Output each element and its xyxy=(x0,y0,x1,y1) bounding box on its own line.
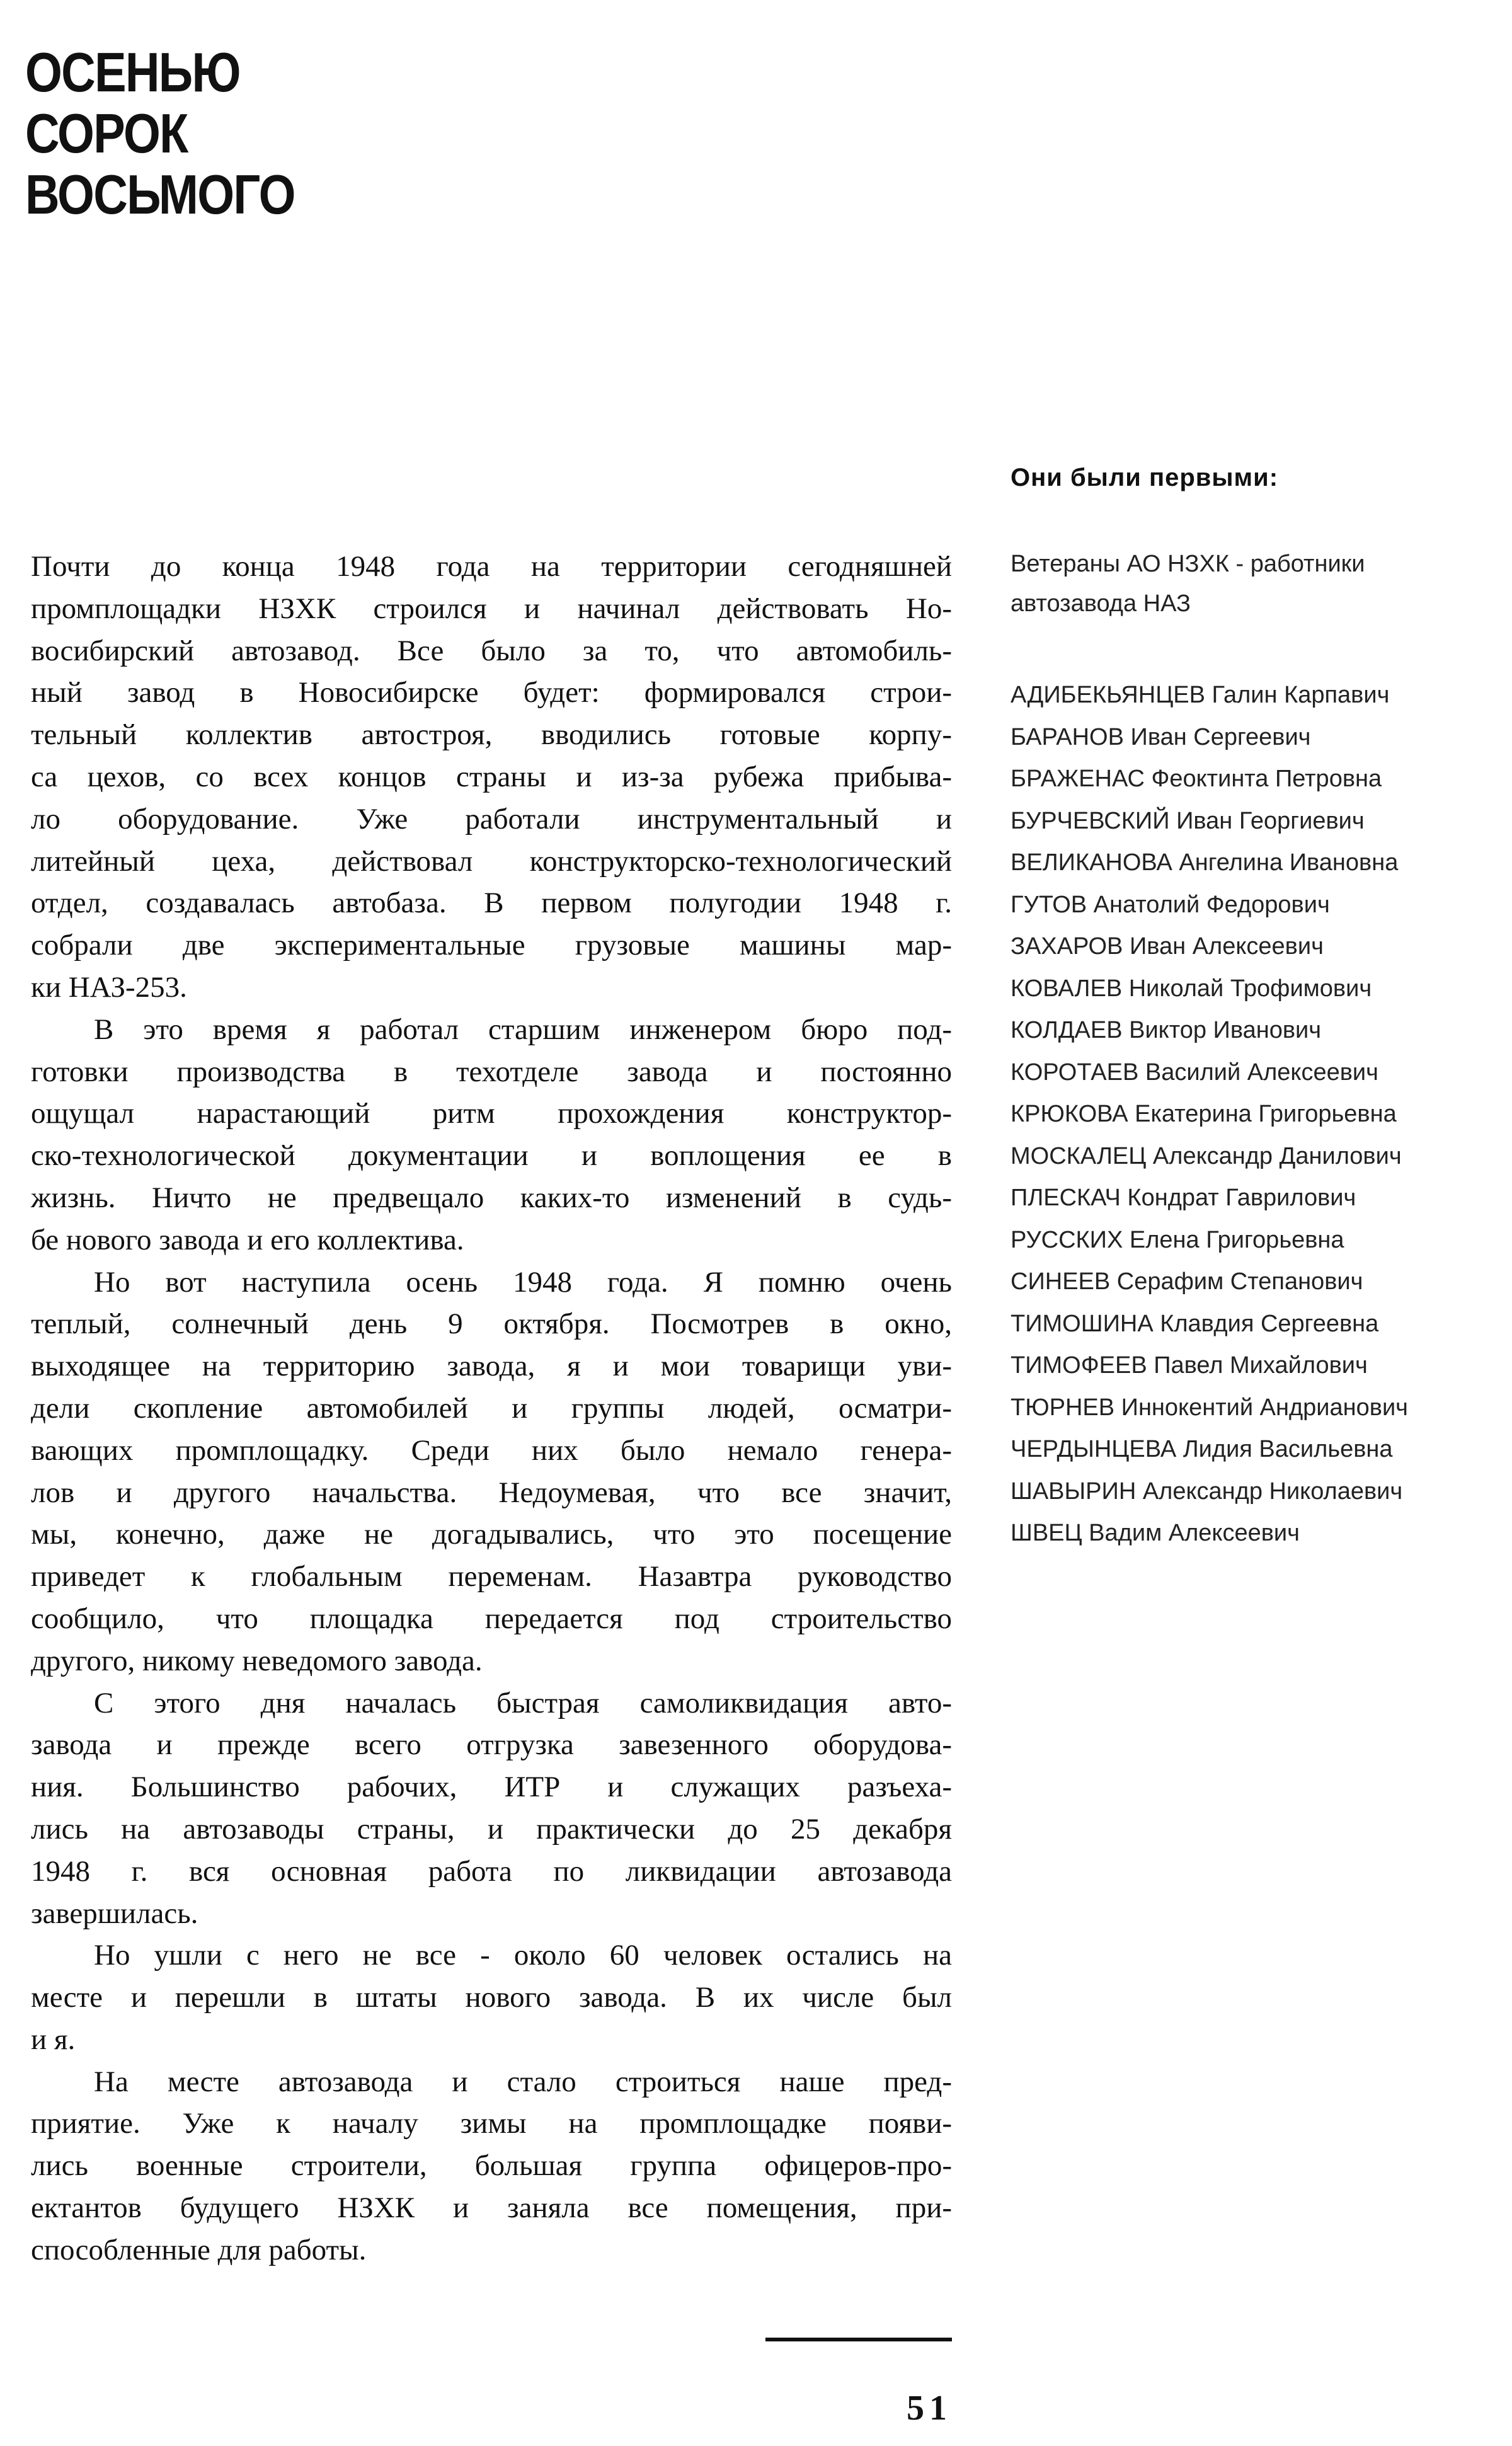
paragraph xyxy=(31,546,952,1009)
veteran-name: ШВЕЦ Вадим Алексеевич xyxy=(1011,1520,1300,1546)
text-line: ско-технологической документации и воплощения ее в xyxy=(31,1139,952,1173)
text-line: отдел, создавалась автобаза. В первом полугодии 1948 г. xyxy=(31,887,952,920)
text-line: са цехов, со всех концов страны и из-за рубежа прибыва- xyxy=(31,760,952,793)
text-line: завода и прежде всего отгрузка завезенного оборудова- xyxy=(31,1728,952,1762)
veteran-name: КРЮКОВА Екатерина Григорьевна xyxy=(1011,1101,1397,1127)
article-title xyxy=(25,42,295,225)
text-line: На месте автозавода и стало строиться наше пред- xyxy=(94,2065,952,2098)
text-line: ектантов будущего НЗХК и заняла все помещения, при- xyxy=(31,2191,952,2225)
text-line: В это время я работал старшим инженером бюро под- xyxy=(94,1013,952,1046)
text-line: лись на автозаводы страны, и практически до 25 декабря xyxy=(31,1812,952,1846)
article-body xyxy=(31,546,952,2271)
text-line: ки НАЗ-253. xyxy=(31,970,187,1004)
text-line: ния. Большинство рабочих, ИТР и служащих разъеха- xyxy=(31,1771,952,1804)
paragraph xyxy=(31,1261,952,1682)
text-line: восибирский автозавод. Все было за то, что автомобиль- xyxy=(31,634,952,667)
veteran-name: ГУТОВ Анатолий Федорович xyxy=(1011,891,1330,918)
paragraph xyxy=(31,2061,952,2271)
veterans-list xyxy=(1011,674,1489,1554)
text-line: и я. xyxy=(31,2023,76,2056)
text-line: бе нового завода и его коллектива. xyxy=(31,1223,464,1256)
text-line: готовки производства в техотделе завода и постоянно xyxy=(31,1055,952,1088)
veteran-name: АДИБЕКЬЯНЦЕВ Галин Карпавич xyxy=(1011,682,1390,708)
text-line: Почти до конца 1948 года на территории сегодняшней xyxy=(31,550,952,583)
page-number: 51 xyxy=(907,2389,952,2428)
text-line: лись военные строители, большая группа офицеров-про- xyxy=(31,2149,952,2183)
text-line: способленные для работы. xyxy=(31,2233,367,2266)
text-line: жизнь. Ничто не предвещало каких-то изменений в судь- xyxy=(31,1181,952,1214)
text-line: сообщило, что площадка передается под строительство xyxy=(31,1602,952,1635)
title-line: СОРОК xyxy=(25,102,188,164)
veteran-name: МОСКАЛЕЦ Александр Данилович xyxy=(1011,1142,1402,1169)
veteran-name: КОВАЛЕВ Николай Трофимович xyxy=(1011,975,1372,1002)
veteran-name: ЗАХАРОВ Иван Алексеевич xyxy=(1011,933,1324,960)
text-line: промплощадки НЗХК строился и начинал действовать Но- xyxy=(31,592,952,625)
text-line: выходящее на территорию завода, я и мои товарищи уви- xyxy=(31,1350,952,1383)
subtitle-line: Ветераны АО НЗХК - работники xyxy=(1011,551,1365,577)
veteran-name: РУССКИХ Елена Григорьевна xyxy=(1011,1226,1344,1253)
text-line: собрали две экспериментальные грузовые машины мар- xyxy=(31,929,952,962)
text-line: ощущал нарастающий ритм прохождения конструктор- xyxy=(31,1097,952,1130)
text-line: мы, конечно, даже не догадывались, что это посещение xyxy=(31,1518,952,1551)
text-line: завершилась. xyxy=(31,1897,198,1930)
text-line: теплый, солнечный день 9 октября. Посмотрев в окно, xyxy=(31,1307,952,1341)
text-line: С этого дня началась быстрая самоликвидация авто- xyxy=(94,1686,952,1720)
text-line: 1948 г. вся основная работа по ликвидации автозавода xyxy=(31,1854,952,1888)
veteran-name: ВЕЛИКАНОВА Ангелина Ивановна xyxy=(1011,849,1399,876)
text-line: тельный коллектив автостроя, вводились готовые корпу- xyxy=(31,718,952,752)
paragraph xyxy=(31,1009,952,1261)
veteran-name: ШАВЫРИН Александр Николаевич xyxy=(1011,1478,1403,1505)
text-line: Но вот наступила осень 1948 года. Я помню очень xyxy=(94,1265,952,1299)
text-line: дели скопление автомобилей и группы людей, осматри- xyxy=(31,1391,952,1425)
text-line: лов и другого начальства. Недоумевая, что все значит, xyxy=(31,1476,952,1509)
text-line: приведет к глобальным переменам. Назавтра руководство xyxy=(31,1560,952,1593)
veteran-name: БАРАНОВ Иван Сергеевич xyxy=(1011,723,1311,750)
veteran-name: БРАЖЕНАС Феоктинта Петровна xyxy=(1011,766,1382,792)
veterans-sidebar xyxy=(1011,460,1489,1554)
veteran-name: ТИМОШИНА Клавдия Сергеевна xyxy=(1011,1310,1379,1337)
veteran-name: БУРЧЕВСКИЙ Иван Георгиевич xyxy=(1011,807,1365,834)
veteran-name: ЧЕРДЫНЦЕВА Лидия Васильевна xyxy=(1011,1436,1393,1462)
paragraph xyxy=(31,1934,952,2060)
veteran-name: ПЛЕСКАЧ Кондрат Гаврилович xyxy=(1011,1185,1356,1211)
text-line: Но ушли с него не все - около 60 человек остались на xyxy=(94,1939,952,1972)
veteran-name: КОЛДАЕВ Виктор Иванович xyxy=(1011,1017,1322,1043)
text-line: другого, никому неведомого завода. xyxy=(31,1644,483,1677)
text-line: литейный цеха, действовал конструкторско-технологический xyxy=(31,844,952,878)
text-line: ный завод в Новосибирске будет: формировался строи- xyxy=(31,676,952,709)
veteran-name: КОРОТАЕВ Василий Алексеевич xyxy=(1011,1059,1378,1086)
veteran-name: СИНЕЕВ Серафим Степанович xyxy=(1011,1268,1363,1295)
sidebar-subtitle xyxy=(1011,544,1489,624)
text-line: месте и перешли в штаты нового завода. В их числе был xyxy=(31,1981,952,2014)
text-line: вающих промплощадку. Среди них было немало генера- xyxy=(31,1433,952,1467)
veteran-name: ТЮРНЕВ Иннокентий Андрианович xyxy=(1011,1394,1408,1421)
sidebar-heading: Они были первыми: xyxy=(1011,464,1279,491)
footer-rule xyxy=(765,2338,952,2341)
veteran-name: ТИМОФЕЕВ Павел Михайлович xyxy=(1011,1352,1368,1379)
paragraph xyxy=(31,1682,952,1935)
title-line: ВОСЬМОГО xyxy=(25,163,295,226)
title-line: ОСЕНЬЮ xyxy=(25,41,240,103)
subtitle-line: автозавода НАЗ xyxy=(1011,590,1191,617)
text-line: приятие. Уже к началу зимы на промплощадке появи- xyxy=(31,2107,952,2140)
text-line: ло оборудование. Уже работали инструментальный и xyxy=(31,802,952,835)
